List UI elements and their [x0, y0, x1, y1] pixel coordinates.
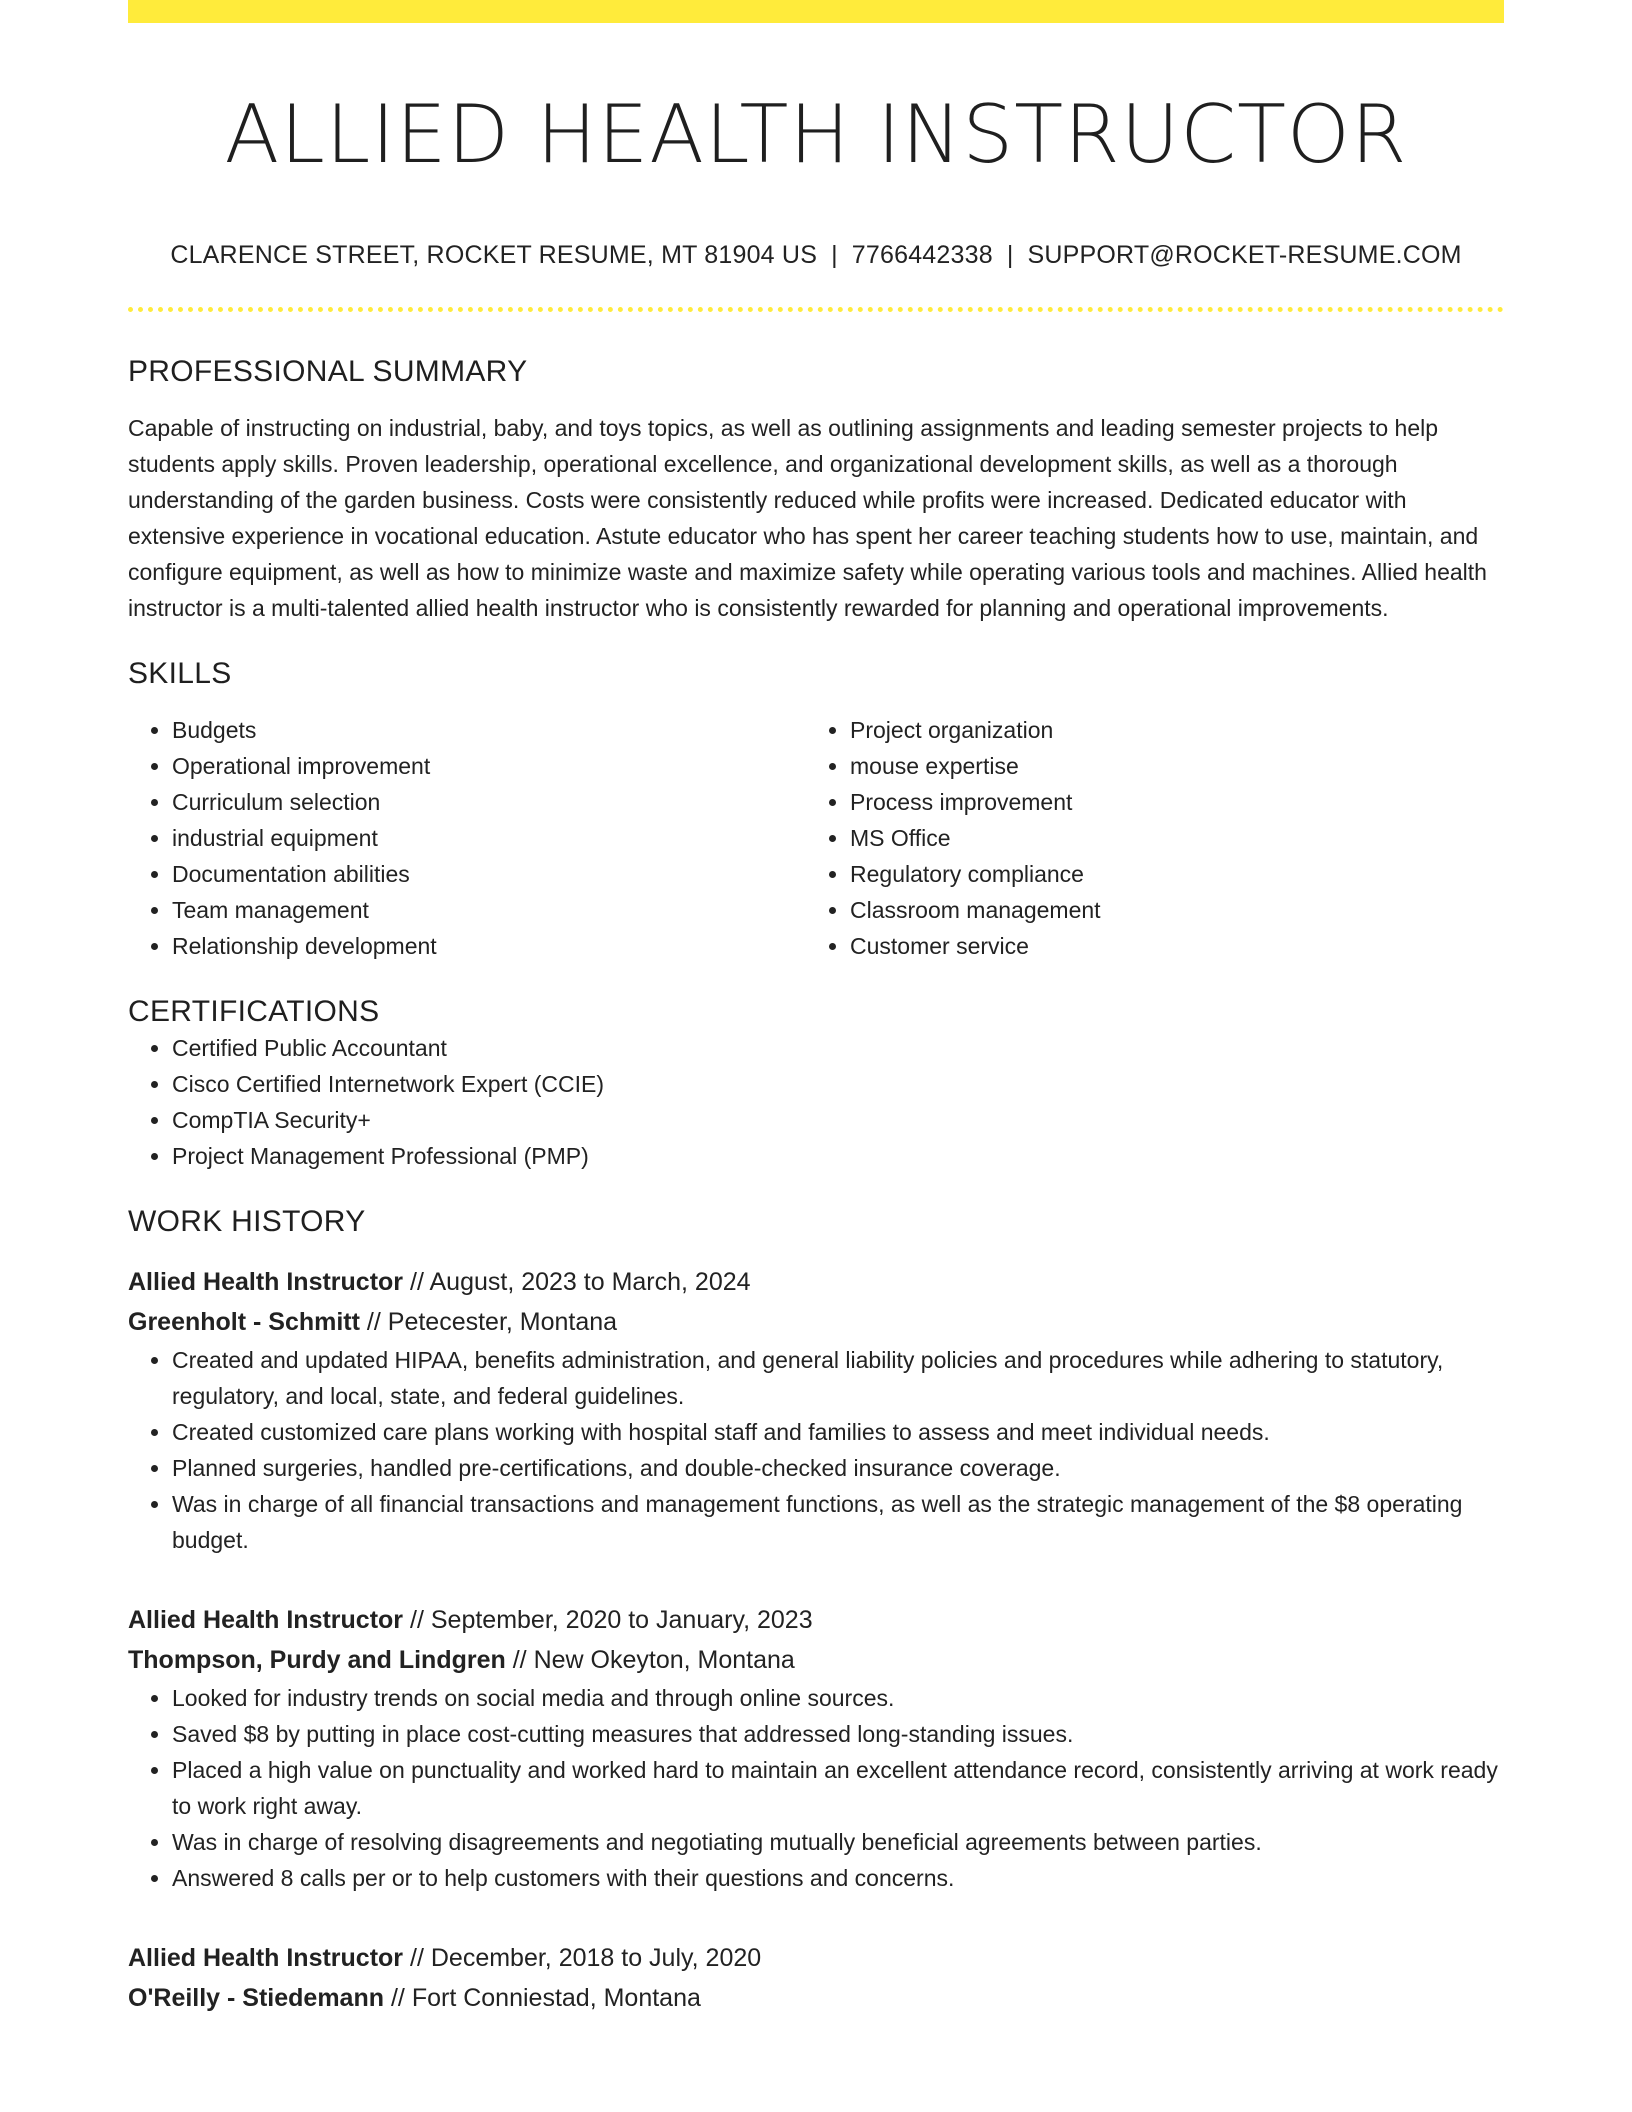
skills-column-left: [128, 712, 806, 964]
top-accent-bar: [128, 0, 1504, 23]
skill-item: • mouse expertise: [850, 748, 1484, 784]
skill-item: • MS Office: [850, 820, 1484, 856]
job-bullets: [128, 1342, 1504, 1558]
skill-item: • Team management: [172, 892, 806, 928]
skill-item: • Classroom management: [850, 892, 1484, 928]
job-bullet: • Created customized care plans working with hospital staff and families to assess and meet individual needs.: [172, 1414, 1504, 1450]
summary-text: Capable of instructing on industrial, baby, and toys topics, as well as outlining assignments and leading semester projects to help students apply skills. Proven leadership, operational excellence, and organizational development skills, as well as a thorough understanding of the garden business. Costs were consistently reduced while profits were increased. Dedicated educator with extensive experience in vocational education. Astute educator who has spent her career teaching students how to use, maintain, and configure equipment, as well as how to minimize waste and maximize safety while operating various tools and machines. Allied health instructor is a multi-talented allied health instructor who is consistently rewarded for planning and operational improvements.: [128, 415, 1487, 621]
job-dates: December, 2018 to July, 2020: [430, 1944, 762, 1972]
job-location: Fort Conniestad, Montana: [411, 1984, 701, 2012]
certification-item: • Project Management Professional (PMP): [172, 1138, 1504, 1174]
job-bullet: • Saved $8 by putting in place cost-cutting measures that addressed long-standing issues.: [172, 1716, 1504, 1752]
resume-title: ALLIED HEALTH INSTRUCTOR: [224, 88, 1408, 181]
job-title: Allied Health Instructor: [128, 1606, 404, 1634]
job-bullet: • Looked for industry trends on social media and through online sources.: [172, 1680, 1504, 1716]
skills-list-left: [128, 712, 806, 964]
job-divider: //: [410, 1268, 424, 1296]
work-history-heading: WORK HISTORY: [128, 1205, 366, 1238]
job-bullet: • Placed a high value on punctuality and worked hard to maintain an excellent attendance record, consistently arriving at work ready to work right away.: [172, 1752, 1504, 1824]
job-divider: //: [390, 1984, 405, 2012]
contact-separator: |: [1006, 241, 1014, 269]
job-location: Petecester, Montana: [387, 1308, 618, 1336]
job-dates: August, 2023 to March, 2024: [429, 1268, 751, 1296]
contact-email[interactable]: SUPPORT@ROCKET-RESUME.COM: [1027, 241, 1462, 269]
job-company: O'Reilly - Stiedemann: [128, 1984, 385, 2012]
job-bullets: [128, 1680, 1504, 1896]
skill-item: • Relationship development: [172, 928, 806, 964]
skill-item: • Project organization: [850, 712, 1484, 748]
job-bullet: • Created and updated HIPAA, benefits administration, and general liability policies and procedures while adhering to statutory, regulatory, and local, state, and federal guidelines.: [172, 1342, 1504, 1414]
dotted-divider: [128, 307, 1504, 312]
job-company: Greenholt - Schmitt: [128, 1308, 360, 1336]
certifications-heading: CERTIFICATIONS: [128, 995, 380, 1028]
job-company-line: [128, 1302, 1504, 1342]
job-title-line: [128, 1600, 1504, 1640]
job-entry: [128, 1938, 1504, 2018]
skill-item: • Documentation abilities: [172, 856, 806, 892]
job-divider: //: [410, 1606, 424, 1634]
job-divider: //: [512, 1646, 527, 1674]
job-entry: [128, 1600, 1504, 1896]
skills-columns: [128, 712, 1504, 964]
skill-item: • Customer service: [850, 928, 1484, 964]
job-company-line: [128, 1978, 1504, 2018]
skill-item: • Regulatory compliance: [850, 856, 1484, 892]
job-bullet: • Was in charge of resolving disagreements and negotiating mutually beneficial agreements between parties.: [172, 1824, 1504, 1860]
job-bullet: • Was in charge of all financial transactions and management functions, as well as the strategic management of the $8 operating budget.: [172, 1486, 1504, 1558]
job-bullet: • Planned surgeries, handled pre-certifications, and double-checked insurance coverage.: [172, 1450, 1504, 1486]
skill-item: • Curriculum selection: [172, 784, 806, 820]
contact-address: CLARENCE STREET, ROCKET RESUME, MT 81904 US: [170, 241, 818, 269]
skill-item: • Budgets: [172, 712, 806, 748]
contact-line: [128, 239, 1504, 271]
certifications-list: [128, 1030, 1504, 1174]
contact-separator: |: [831, 241, 838, 269]
skills-heading: SKILLS: [128, 657, 232, 690]
job-bullet: • Answered 8 calls per or to help customers with their questions and concerns.: [172, 1860, 1504, 1896]
job-title-line: [128, 1938, 1504, 1978]
certification-item: • Certified Public Accountant: [172, 1030, 1504, 1066]
certification-item: • CompTIA Security+: [172, 1102, 1504, 1138]
job-location: New Okeyton, Montana: [533, 1646, 795, 1674]
job-company-line: [128, 1640, 1504, 1680]
job-title-line: [128, 1262, 1504, 1302]
job-entry: [128, 1262, 1504, 1558]
skill-item: • Process improvement: [850, 784, 1484, 820]
skills-column-right: [806, 712, 1484, 964]
job-dates: September, 2020 to January, 2023: [430, 1606, 813, 1634]
job-title: Allied Health Instructor: [128, 1268, 404, 1296]
skill-item: • Operational improvement: [172, 748, 806, 784]
contact-phone[interactable]: 7766442338: [851, 241, 993, 269]
resume-page: [128, 0, 1504, 2018]
job-divider: //: [410, 1944, 424, 1972]
job-title: Allied Health Instructor: [128, 1944, 404, 1972]
summary-heading: PROFESSIONAL SUMMARY: [128, 355, 528, 388]
skill-item: • industrial equipment: [172, 820, 806, 856]
job-divider: //: [366, 1308, 381, 1336]
skills-list-right: [806, 712, 1484, 964]
job-company: Thompson, Purdy and Lindgren: [128, 1646, 506, 1674]
certification-item: • Cisco Certified Internetwork Expert (CCIE): [172, 1066, 1504, 1102]
